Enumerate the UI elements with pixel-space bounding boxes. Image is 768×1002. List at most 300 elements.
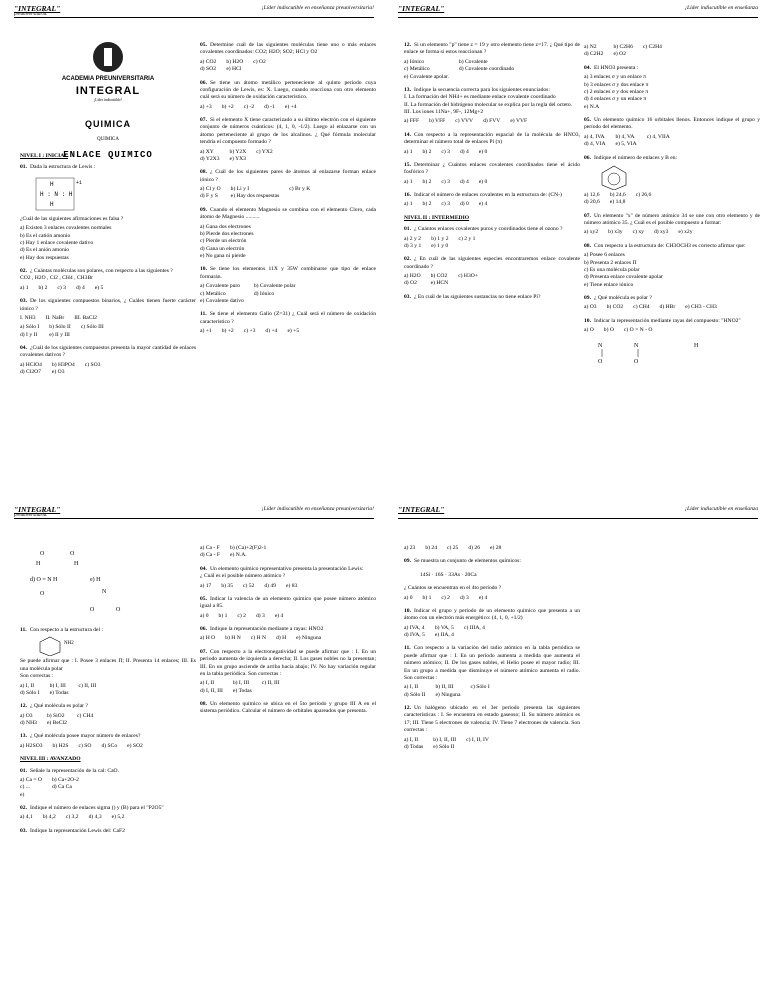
option[interactable]: e) Tiene enlace iónico [584,281,634,288]
option[interactable]: a) I, II [200,680,215,687]
svg-text:O: O [40,591,45,597]
option[interactable]: a) 0 [404,594,413,601]
brand-subtitle: preuniversitaria. [14,12,48,17]
header-tagline: ¡Líder indiscutible en enseñanza [684,506,758,512]
option[interactable]: a) 23 [404,545,416,551]
option[interactable]: a) IVA, 4 [404,624,425,631]
option[interactable]: b) Ca+2O-2 [51,776,79,783]
question-n3-10: 10. Indicar el grupo y período de un elemento químico que presenta a un átomo con un electrón más energético: (4, 1, 0, +1/2) a) IVA, 4 b) VA, 5 c) IIIA, 4 d) IVA, 5 e) IIA, 4 [404,607,580,638]
option[interactable]: a) Iónico [404,58,425,65]
option[interactable]: d) I, II, III [200,687,223,694]
option[interactable]: d) Sólo I [20,689,40,696]
option[interactable]: a) XY [200,148,214,155]
svg-text:O: O [598,358,603,365]
option[interactable]: c) VVV [455,118,474,125]
option[interactable]: c) 26,6 [635,191,652,198]
option[interactable]: d) 49 [264,582,276,589]
option[interactable]: e) Hay dos respuestas [20,254,69,261]
answer-options [404,149,580,156]
option[interactable]: a) I, II [404,684,419,691]
option[interactable]: d) Presenta enlace covalente apolar [584,274,663,281]
option[interactable]: a) 12,6 [584,191,600,198]
option[interactable]: b) 35 [221,582,233,589]
option[interactable]: b) I, III [49,682,66,689]
option[interactable]: b) 1 y 2 [431,235,449,242]
option[interactable]: b) II, III [435,684,454,691]
option[interactable]: c) -2 [243,103,255,110]
question-n3-11: 11. Con respecto a la variación del radio atómico en la tabla periódica se puede afirmar que : I. En un periodo aumenta a medida que aumenta el número atómico; II. De los gases nobles, el Helio posee el mayor radio; III. En un grupo a medida que disminuye el número atómico aumenta el radio. Son correctas : a) I, II b) II, III c) Sólo I d) Sólo II e) Ninguna [404,645,580,698]
question-text: Determine cuál de las siguientes moléculas tiene uno o más enlaces covalentes coordinados: CO2; H2O; SO2; HCl y O2 [200,42,376,56]
option[interactable]: a) Ca - F [200,545,220,551]
answer-options [200,149,376,164]
option[interactable]: c) II, III [78,682,97,689]
option[interactable]: b) Covalente polar [253,283,296,290]
question-text: ¿ Qué molécula es polar ? [30,703,88,710]
option[interactable]: d) 3 [459,594,469,601]
answer-options [20,285,196,292]
option[interactable]: d) HBr [659,304,676,311]
svg-text:O: O [634,358,639,365]
question-prompt: ¿Cuál de las siguientes afirmaciones es falsa ? [20,215,124,222]
option[interactable]: b) VA, 5 [434,624,454,631]
option[interactable]: d) 26 [468,545,480,551]
option[interactable]: c) 52 [243,582,255,589]
option[interactable]: b) +2 [221,328,234,334]
answer-options [404,118,580,125]
option[interactable]: a) H O [200,635,216,642]
option[interactable]: e) HCl [226,66,242,73]
question-n2-03-options [584,44,760,59]
question-text: Con respecto a la estructura de: CH3OCH3 es correcto afirmar que: [594,242,746,249]
option[interactable]: e) 5, VIA [615,141,637,148]
option[interactable]: d) F y S [200,193,218,200]
option[interactable]: e) 4 [478,201,488,208]
option[interactable]: b) O [603,327,614,334]
option[interactable]: d) xy3 [653,229,669,236]
option[interactable]: c) xy [632,229,644,236]
option[interactable]: c) 25 [447,545,459,551]
option[interactable]: b) 24 [425,545,437,551]
option[interactable]: c) 2 y 1 [458,235,476,242]
option[interactable]: e) 83 [286,582,298,589]
option[interactable]: b) Pierde dos electrones [200,230,254,237]
question-10: 10. Se tiene los elementos 11X y 35W combinarse que tipo de enlace formarán. a) Covalente puro b) Covalente polar c) Metálico d) Iónico e) Covalente dativo [200,266,376,304]
option[interactable]: d) 4, VIA [584,141,606,148]
question-text: Determinar ¿ Cuántos enlaces covalentes coordinados tiene el ácido fosfórico ? [404,161,580,176]
option[interactable]: a) 1 [404,201,413,208]
option[interactable]: d) SO2 [200,66,217,73]
option[interactable]: b) Covalente [458,58,488,65]
option[interactable]: a) 4,1 [20,814,33,821]
question-01: 01. Dada la estructura de Lewis : H H : N : H H +1 ¿Cuál de las siguientes afirmaciones es falsa ? a) Existen 3 enlaces covalentes normales b) Es el catión amonio c) Hay 1 enlace covalente dativo d) Es el anión amonio e) Hay dos respuestas [20,164,196,262]
option[interactable]: c) O2 [253,58,266,65]
option[interactable]: b) 2 [422,148,432,155]
svg-text:O: O [116,607,121,613]
option[interactable]: e) 4 [478,594,488,601]
page-2 [384,0,768,501]
option[interactable]: c) C2H4 [642,44,662,50]
option[interactable]: a) FFF [404,118,420,125]
option[interactable]: d) Todas [404,743,424,750]
question-n2-07: 07. Un elemento "x" de número atómico 34 se une con otro elemento y de número atómico 35. ¿ Cuál es el posible compuesto a formar: a) xy2 b) x3y c) xy d) xy3 e) x2y [584,212,760,236]
option[interactable]: e) Ninguna [296,635,322,642]
question-text: Indicar la valencia de un elemento químico que posee número atómico igual a 85. [200,595,376,610]
option[interactable]: b) 1 [218,612,228,619]
course-title: QUIMICA [85,119,131,130]
option[interactable]: d) 4,3 [88,814,102,821]
option[interactable]: e) Sólo II [433,743,455,750]
option[interactable]: a) O3 [20,712,33,719]
question-n3-07: 07. Con respecto a la electronegatividad se puede afirmar que : I. En un periodo aumenta de izquierda a derecha; II. Los gases nobles no la presentan; III. En un grupo asciende de arriba hacia abajo; IV. No hay variación regular en la tabla periódica. Son correctas : a) I, II b) I, III c) II, III d) I, II, III e) Todas [200,648,376,694]
page-1 [0,0,384,501]
svg-text:e) H: e) H [90,577,101,583]
question-09: 09. Cuando el elemento Magnesio se combina con el elemento Cloro, cada átomo de Magnesio .......... a) Gana dos electrones b) Pierde dos electrones c) Pierde un electrón d) Gana un electrón e) No gana ni pierde [200,206,376,259]
question-n3-08-options [404,545,580,552]
option[interactable]: a) I, II [20,682,35,689]
answer-options [20,743,196,750]
option[interactable]: c) Sólo I [470,684,490,691]
answer-options [404,595,580,602]
option[interactable]: a) 17 [200,582,212,589]
option[interactable]: b) VFF [429,118,446,125]
question-prompt: ¿ Cuál es el posible número atómico ? [200,573,286,580]
option[interactable]: b) Presenta 2 enlaces Π [584,259,637,266]
option[interactable]: d) -1 [264,103,275,110]
svg-text:N: N [598,342,603,349]
academy-logo-icon [93,42,123,72]
option[interactable]: b) H3PO4 [51,361,75,368]
section-heading: NIVEL III : AVANZADO [20,756,81,763]
option[interactable]: e) O3 [51,369,65,376]
option[interactable]: a) +1 [200,328,212,334]
option[interactable]: c) Metálico [404,66,430,73]
option[interactable]: e) +4 [284,103,297,110]
question-text: Se muestra un conjunto de elementos químicos: [414,558,521,565]
answer-options [404,545,580,552]
question-text: Un elemento químico se ubica en el 5to periodo y grupo III A en el sistema periódico. Calcular el número de orbitales apareados que presenta. [200,701,376,715]
option[interactable]: b) 2 [422,201,432,208]
option[interactable]: b) H2S [52,742,69,749]
header-tagline: ¡Líder indiscutible en enseñanza preuniversitaria! [261,506,374,512]
option[interactable]: d) 0 [459,201,469,208]
option[interactable]: a) CO2 [200,58,217,65]
question-text: ¿ Qué molécula es polar ? [594,295,652,301]
option[interactable]: b) Y2X [229,148,247,155]
option[interactable]: a) Cl y O [200,186,221,192]
option[interactable]: b) 2 [422,178,432,185]
option[interactable]: c) Pierde un electrón [200,238,247,245]
answer-options [20,225,196,262]
option[interactable]: a) 1 [404,178,413,185]
question-11: 11. Se tiene el elemento Galio (Z=31) ¿ Cuál será el número de oxidación característico ? a) +1 b) +2 c) +3 d) +4 e) +5 [200,311,376,334]
option[interactable]: d) Iónico [253,290,275,297]
answer-options [200,186,376,201]
lewis-structure-figure [30,174,90,214]
option[interactable]: d) 3 y 1 [404,242,422,249]
option[interactable]: d) Covalente coordinado [458,66,515,73]
answer-options [200,635,376,642]
option[interactable]: b) I, II, III [433,736,457,743]
question-11: 11. Con respecto a la estructura del : NH2 Se puede afirmar que : I. Posee 3 enlaces Π; II. Presenta 14 enlaces; III. Es una molécula polar Son correctas : a) I, II b) I, III c) II, III d) Sólo I e) Todas [20,627,196,696]
brand-title: "INTEGRAL" [14,4,61,13]
option[interactable]: c) YX2 [256,148,273,155]
question-04: 04. ¿Cuál de los siguientes compuestos presenta la mayor cantidad de enlaces covalentes dativos ? a) HClO4 b) H3PO4 c) SO3 d) Cl2O7 e) O3 [20,345,196,376]
academy-tiny: ¡Líder indiscutible! [94,98,122,103]
option[interactable]: c) Sólo III [80,324,104,331]
option[interactable]: b) I, III [232,680,250,687]
option[interactable]: b) Sólo II [49,324,71,331]
question-03: 03. De los siguientes compuestos binarios, ¿ Cuáles tienen fuerte carácter iónico ? I. NH3 II. NaBr III. BaCl2 a) Sólo I b) Sólo II c) Sólo III d) I y II e) II y III [20,298,196,338]
answer-options [584,229,760,236]
option[interactable]: b) x3y [608,229,623,236]
option[interactable]: b) 1 [422,594,432,601]
option[interactable]: c) 3 [57,284,66,291]
option[interactable]: e) x2y [678,229,693,236]
option[interactable]: a) N2 [584,44,597,50]
svg-text:O: O [70,551,75,557]
option[interactable]: c) ... [20,784,30,791]
header-tagline: ¡Líder indiscutible en enseñanza [684,5,758,11]
option[interactable]: d) C2H2 [584,51,604,58]
option[interactable]: a) O3 [584,304,597,311]
option[interactable]: b) H2O [226,58,244,65]
option[interactable]: e) Todas [232,687,252,694]
statement: I. La formación del NH4+ es mediante enlace covalente coordinado [404,94,556,101]
option[interactable]: b) 2 [38,284,48,291]
option[interactable]: e) 4 [274,612,284,619]
option[interactable]: e) Hay dos respuestas [230,193,280,200]
svg-text:H: H [36,561,41,567]
option[interactable]: d) O2 [404,280,417,287]
option[interactable]: b) Li y I [230,186,250,192]
question-n2-08: 08. Con respecto a la estructura de: CH3OCH3 es correcto afirmar que: a) Posee 6 enlaces b) Presenta 2 enlaces Π c) Es una molécula polar d) Presenta enlace covalente apolar e) Tiene enlace iónico [584,243,760,289]
question-text: Indique la representación Lewis del: CaF2 [30,827,125,834]
option[interactable]: e) 0 [478,148,488,155]
question-n3-08: 08. Un elemento químico se ubica en el 5to periodo y grupo III A en el sistema periódico. Calcular el número de orbitales apareados que presenta. [200,701,376,715]
option[interactable]: c) IIIA, 4 [463,624,485,631]
option[interactable]: e) YX3 [229,155,246,162]
option[interactable]: a) Covalente puro [200,283,241,290]
right-column [200,42,376,341]
option[interactable]: d) 20,6 [584,199,600,206]
question-text: El HNO3 presenta : [594,64,639,71]
option[interactable]: d) Ca - F [200,552,221,559]
option[interactable]: d) 4 [459,148,469,155]
option[interactable]: e) Covalente apolar. [404,73,449,80]
answer-options [20,324,196,339]
answer-options [584,192,760,207]
option[interactable]: e) 5 [94,284,104,291]
option[interactable]: a) Ca = O [20,776,42,783]
option[interactable]: c) 3 [441,201,450,208]
option[interactable]: a) I, II [404,736,419,743]
option[interactable]: d) Es el anión amonio [20,247,70,254]
option[interactable]: a) Gana dos electrones [200,223,251,230]
option[interactable]: e) 1 y 0 [431,242,449,249]
option[interactable]: c) Es una molécula polar [584,266,640,273]
svg-text:O: O [90,607,95,613]
svg-text:N: N [102,589,107,595]
left-column [404,543,580,757]
question-text: ¿Cuál de los siguientes compuestos presenta la mayor cantidad de enlaces covalentes dativos ? [20,345,196,359]
option[interactable]: e) O2 [613,51,627,58]
option[interactable]: e) CH3 - CH3 [685,304,717,311]
option[interactable]: d) Sólo II [404,691,426,698]
option[interactable]: d) FVV [483,118,501,125]
question-text: Un halógeno ubicado en el 3er periodo presenta las siguientes características : I. Se encuentra en estado gaseoso; II. Su número atómico es 17; III. Tiene 5 electrones de valencia; IV. Tiene 7 electrones de valencia. Son correctas : [404,705,580,734]
option[interactable]: c) CH4 [76,712,94,719]
course-subtitle: QUIMICA [97,137,119,143]
answer-options [20,713,196,728]
option[interactable]: e) N.A. [230,552,247,559]
brand-title: "INTEGRAL" [14,505,61,514]
question-text: Un elemento químico 16 orbitales llenos. Entonces indique el grupo y período del elemento. [584,117,760,131]
option[interactable]: e) IIA, 4 [434,632,454,638]
option[interactable]: e) [20,791,25,798]
option[interactable]: c) O = N - O [623,327,653,334]
option[interactable]: a) Sólo I [20,324,40,331]
option[interactable]: d) H [276,635,287,642]
option[interactable]: e) HCN [430,280,449,287]
option[interactable]: a) Existen 3 enlaces covalentes normales [20,225,112,232]
question-08: 08. ¿ Cuál de los siguientes pares de átomos al enlazarse forman enlace iónico ? a) Cl y O b) Li y I c) Br y K d) F y S e) Hay dos respuestas [200,169,376,200]
option[interactable]: b) SiO2 [46,712,65,719]
option[interactable]: c) H3O+ [458,273,478,279]
option[interactable]: b) (Ca)+2(F)2-1 [230,545,267,551]
option[interactable]: b) Es el catión amonio [20,232,71,239]
option[interactable]: e) +5 [287,328,300,334]
option[interactable]: d) 3 [255,612,265,619]
option[interactable]: c) Br y K [289,186,311,192]
option[interactable]: b) +2 [221,103,234,110]
option[interactable]: d) NH3 [20,720,37,726]
option[interactable]: b) 4, VA [615,133,635,140]
option[interactable]: b) CO2 [606,304,624,311]
option[interactable]: e) Ninguna [435,691,461,698]
option[interactable]: c) 2 [237,612,246,619]
option[interactable]: d) Ca Ca [51,784,72,791]
brand-title: "INTEGRAL" [398,4,445,13]
question-n3-03: 03. Indique la representación Lewis del: CaF2 [20,827,125,834]
question-16: 16. Indicar el número de enlaces covalentes en la estructura de: (CN-) a) 1 b) 2 c) 3 d) 0 e) 4 [404,192,580,209]
option[interactable]: a) 2 y 2 [404,235,421,242]
option[interactable]: a) +3 [200,103,212,110]
option[interactable]: c) 2 enlaces σ y dos enlace π [584,88,649,95]
option[interactable]: e) 0 [478,178,488,185]
option[interactable]: c) 3 [441,178,450,185]
option[interactable]: c) +3 [243,328,256,334]
option[interactable]: c) 3 [441,148,450,155]
answer-options [584,134,760,149]
option[interactable]: d) Gana un electrón [200,245,245,252]
option[interactable]: e) II y III [49,331,70,338]
option[interactable]: d) Y2X3 [200,155,220,162]
option[interactable]: a) 1 [20,284,29,291]
option[interactable]: a) H2O [404,273,421,279]
option[interactable]: e) SO2 [127,742,143,749]
question-14: 14. Con respecto a la representación espacial de la molécula de HNO3, determinar el número total de enlaces Pi (π) a) 1 b) 2 c) 3 d) 4 e) 0 [404,131,580,155]
option[interactable]: a) Posee 6 enlaces [584,252,625,259]
option[interactable]: a) 4, IVA [584,133,605,140]
option[interactable]: a) O [584,327,594,334]
option[interactable]: e) N.A [584,103,600,110]
option[interactable]: b) H N [225,635,241,642]
question-n3-05: 05. Indicar la valencia de un elemento químico que posee número atómico igual a 85. a) 0 b) 1 c) 2 d) 3 e) 4 [200,595,376,619]
option[interactable]: e) 14,8 [609,199,626,206]
option[interactable]: d) SCo [101,742,118,749]
option[interactable]: b) 4,2 [42,814,56,821]
option[interactable]: c) Metálico [200,290,226,297]
option[interactable]: d) 4 enlaces σ y un enlace π [584,96,647,103]
question-13: 13. ¿ Qué molécula posee mayor número de enlaces? a) H2SO3 b) H2S c) SO d) SCo e) SO2 [20,733,196,750]
question-text: De los siguientes compuestos binarios, ¿ Cuáles tienen fuerte carácter iónico ? [20,298,196,312]
option[interactable]: e) No gana ni pierde [200,253,246,259]
question-text: Indique la representación mediante a rayas: HNO2 [210,626,324,632]
answer-options [200,583,376,590]
option[interactable]: d) 4 [75,284,85,291]
option[interactable]: c) 3,2 [65,814,79,821]
option[interactable]: d) I y II [20,331,38,338]
question-n2-05: 05. Un elemento químico 16 orbitales llenos. Entonces indique el grupo y período del elemento. a) 4, IVA b) 4, VA c) 4, VIIA d) 4, VIA e) 5, VIA [584,117,760,148]
option[interactable]: e) Covalente dativo [200,297,244,304]
option[interactable]: c) H N [250,635,267,642]
option[interactable]: c) 2 [441,594,450,601]
option[interactable]: e) Todas [49,689,69,696]
page-header [14,4,374,18]
option[interactable]: e) 5,2 [111,814,125,821]
option[interactable]: e) BeCl2 [46,720,67,726]
question-n2-10: 10. Indicar la representación mediante rayas del compuesto: "HNO2" a) O b) O c) O = N - O N N O O H [584,318,760,367]
answer-options [20,777,196,799]
option[interactable]: d) IVA, 5 [404,632,425,638]
topic-title: ENLACE QUIMICO [63,149,153,160]
molecule-list: CO2 , H2O , Cl2 , CH4 , CH3Br [20,275,94,282]
option[interactable]: b) C2H6 [613,44,633,50]
option[interactable]: c) SO3 [84,361,101,368]
option[interactable]: c) CH4 [633,304,650,311]
option[interactable]: b) CO2 [430,273,448,279]
brand-title: "INTEGRAL" [398,505,445,514]
option[interactable]: e) VVF [510,118,528,125]
option[interactable]: d) Cl2O7 [20,369,41,376]
option[interactable]: d) +4 [265,328,278,334]
option[interactable]: a) HClO4 [20,361,42,368]
option[interactable]: a) xy2 [584,229,599,236]
option[interactable]: c) II, III [261,680,280,687]
option[interactable]: c) 4, VIIA [646,133,670,140]
option[interactable]: a) H2SO3 [20,742,43,749]
compound: III. BaCl2 [74,314,97,321]
option[interactable]: a) 0 [200,612,209,619]
option[interactable]: c) SO [78,742,92,749]
option[interactable]: b) 3 enlaces σ y dos enlace π [584,81,649,88]
option[interactable]: e) 28 [490,545,502,551]
academy-name: INTEGRAL [75,84,141,97]
question-text: ¿ Qué molécula posee mayor número de enlaces? [30,733,141,740]
option[interactable]: d) 4 [459,178,469,185]
option[interactable]: b) 24,6 [609,191,626,198]
option[interactable]: c) I, II, IV [466,736,489,743]
right-column [200,543,376,722]
option[interactable]: a) 3 enlaces σ y un enlace π [584,74,646,81]
option[interactable]: c) Hay 1 enlace covalente dativo [20,239,94,246]
option[interactable]: a) 1 [404,148,413,155]
structure-options-figure [30,545,140,625]
answer-options [200,283,376,305]
answer-options [200,328,376,335]
svg-text:d) O = N H: d) O = N H [30,577,58,583]
answer-options [200,104,376,111]
